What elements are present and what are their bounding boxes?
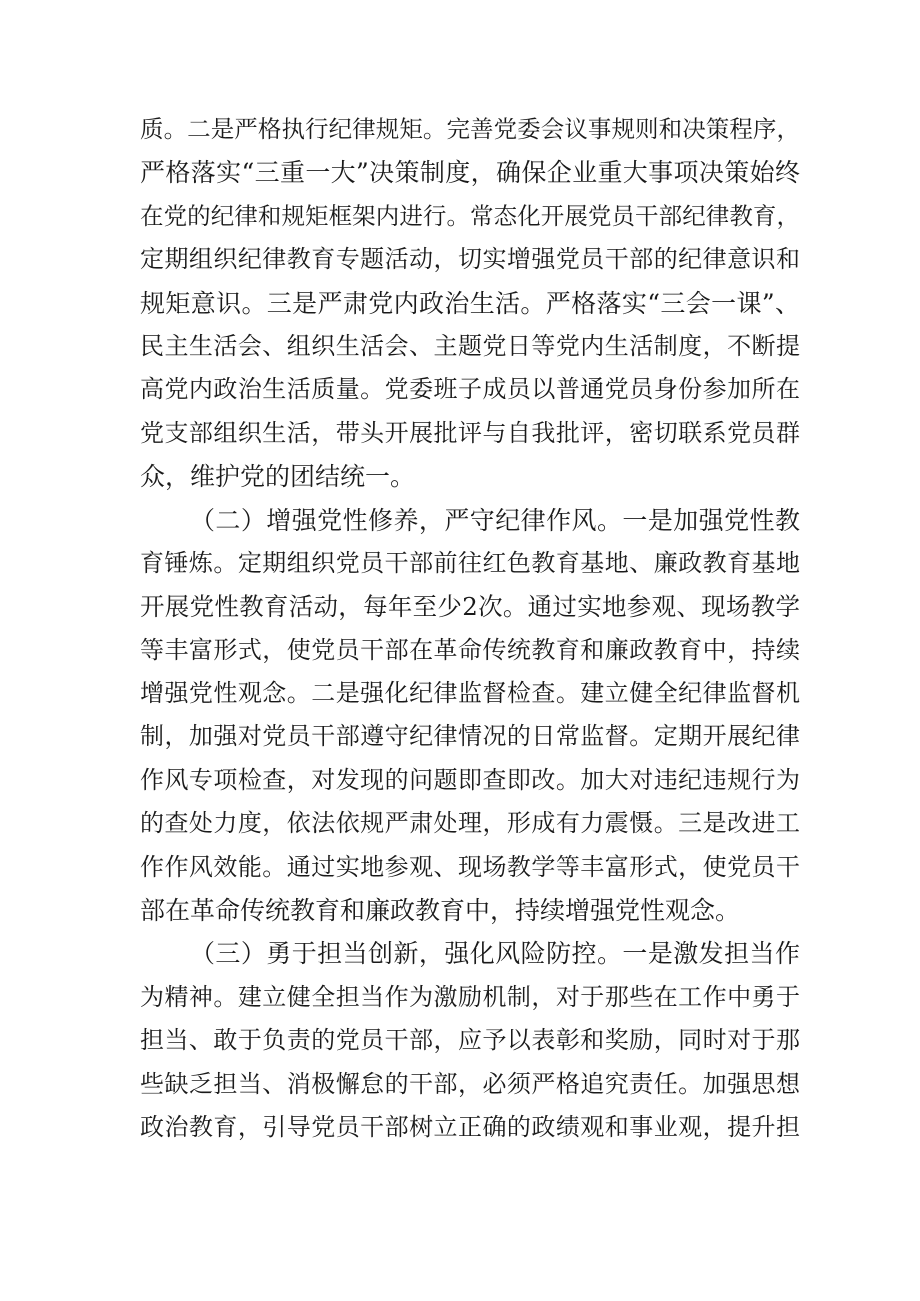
text-line: 质。二是严格执行纪律规矩。完善党委会议事规则和决策程序， (140, 115, 800, 143)
text-line: 增强党性观念。二是强化纪律监督检查。建立健全纪律监督机 (140, 679, 800, 708)
text-line: （二）增强党性修养，严守纪律作风。一是加强党性教 (190, 505, 800, 535)
text-line: （三）勇于担当创新，强化风险防控。一是激发担当作 (190, 939, 800, 969)
text-line: 众，维护党的团结统一。 (140, 462, 416, 492)
text-line: 部在革命传统教育和廉政教育中，持续增强党性观念。 (140, 896, 741, 926)
text-line: 党支部组织生活，带头开展批评与自我批评，密切联系党员群 (140, 418, 800, 447)
text-line: 些缺乏担当、消极懈怠的干部，必须严格追究责任。加强思想 (140, 1069, 800, 1098)
text-line: 育锤炼。定期组织党员干部前往红色教育基地、廉政教育基地 (140, 548, 800, 577)
text-line: 在党的纪律和规矩框架内进行。常态化开展党员干部纪律教育， (140, 201, 800, 230)
text-line: 制，加强对党员干部遵守纪律情况的日常监督。定期开展纪律 (140, 722, 800, 751)
text-line: 严格落实“三重一大”决策制度，确保企业重大事项决策始终 (140, 158, 800, 188)
text-line: 规矩意识。三是严肃党内政治生活。严格落实“三会一课”、 (140, 288, 800, 318)
text-line: 政治教育，引导党员干部树立正确的政绩观和事业观，提升担 (140, 1112, 800, 1141)
text-line: 作风专项检查，对发现的问题即查即改。加大对违纪违规行为 (140, 765, 800, 794)
text-line: 为精神。建立健全担当作为激励机制，对于那些在工作中勇于 (140, 982, 800, 1011)
text-line: 高党内政治生活质量。党委班子成员以普通党员身份参加所在 (140, 375, 800, 404)
text-line: 等丰富形式，使党员干部在革命传统教育和廉政教育中，持续 (140, 635, 800, 664)
text-line: 定期组织纪律教育专题活动，切实增强党员干部的纪律意识和 (140, 245, 800, 274)
text-line: 民主生活会、组织生活会、主题党日等党内生活制度，不断提 (140, 331, 800, 360)
text-line: 作作风效能。通过实地参观、现场教学等丰富形式，使党员干 (140, 852, 800, 881)
text-line: 的查处力度，依法依规严肃处理，形成有力震慑。三是改进工 (140, 809, 800, 838)
text-line: 开展党性教育活动，每年至少2次。通过实地参观、现场教学 (140, 592, 800, 622)
text-line: 担当、敢于负责的党员干部，应予以表彰和奖励，同时对于那 (140, 1026, 800, 1055)
body-text (140, 108, 800, 1149)
